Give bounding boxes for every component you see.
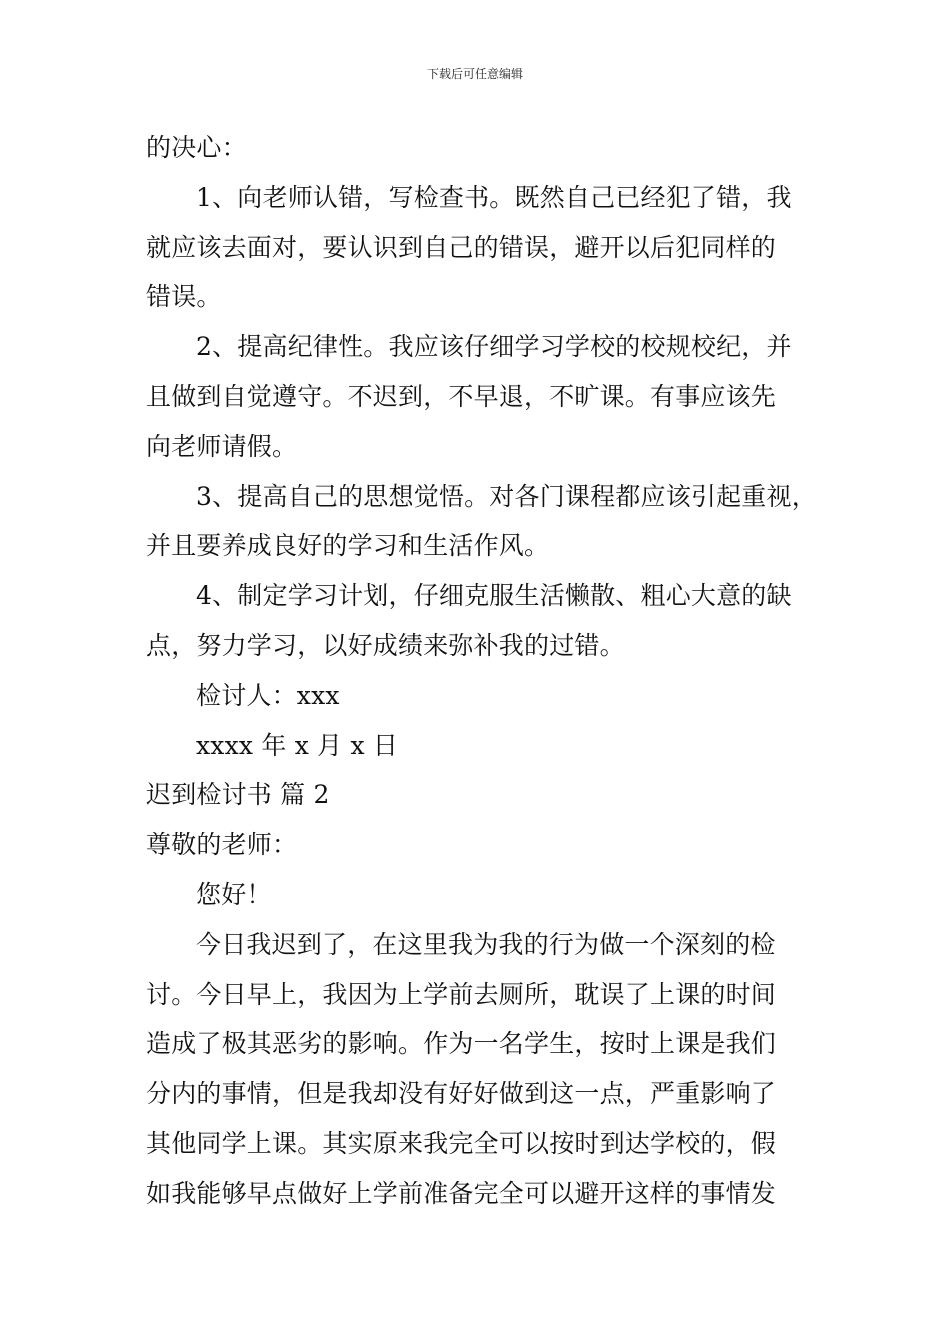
signature-line: 检讨人：xxx [196, 680, 340, 710]
page-header: 下载后可任意编辑 [426, 67, 523, 81]
salutation: 尊敬的老师： [146, 830, 298, 860]
text-line: 并且要养成良好的学习和生活作风。 [146, 531, 550, 561]
text-line: 讨。今日早上，我因为上学前去厕所，耽误了上课的时间 [146, 979, 777, 1009]
document-body [146, 128, 816, 1224]
text-line: 造成了极其恶劣的影响。作为一名学生，按时上课是我们 [146, 1029, 777, 1059]
text-line: 3、提高自己的思想觉悟。对各门课程都应该引起重视， [196, 481, 817, 511]
text-line: 2、提高纪律性。我应该仔细学习学校的校规校纪，并 [196, 332, 792, 362]
text-line: 今日我迟到了，在这里我为我的行为做一个深刻的检 [196, 929, 776, 959]
date-line: xxxx 年 x 月 x 日 [196, 730, 399, 760]
section-title: 迟到检讨书 篇 2 [146, 780, 330, 810]
greeting: 您好！ [196, 879, 272, 909]
text-line: 错误。 [146, 282, 222, 312]
text-line: 的决心： [146, 133, 247, 162]
text-line: 且做到自觉遵守。不迟到，不早退，不旷课。有事应该先 [146, 381, 777, 411]
text-line: 分内的事情，但是我却没有好好做到这一点，严重影响了 [146, 1079, 777, 1109]
text-line: 4、制定学习计划，仔细克服生活懒散、粗心大意的缺 [196, 581, 792, 611]
text-line: 向老师请假。 [146, 431, 298, 461]
text-line: 如我能够早点做好上学前准备完全可以避开这样的事情发 [146, 1178, 777, 1208]
text-line: 就应该去面对，要认识到自己的错误，避开以后犯同样的 [146, 232, 777, 262]
text-line: 1、向老师认错，写检查书。既然自己已经犯了错，我 [196, 182, 792, 212]
text-line: 点，努力学习，以好成绩来弥补我的过错。 [146, 630, 625, 660]
text-line: 其他同学上课。其实原来我完全可以按时到达学校的，假 [146, 1128, 777, 1158]
